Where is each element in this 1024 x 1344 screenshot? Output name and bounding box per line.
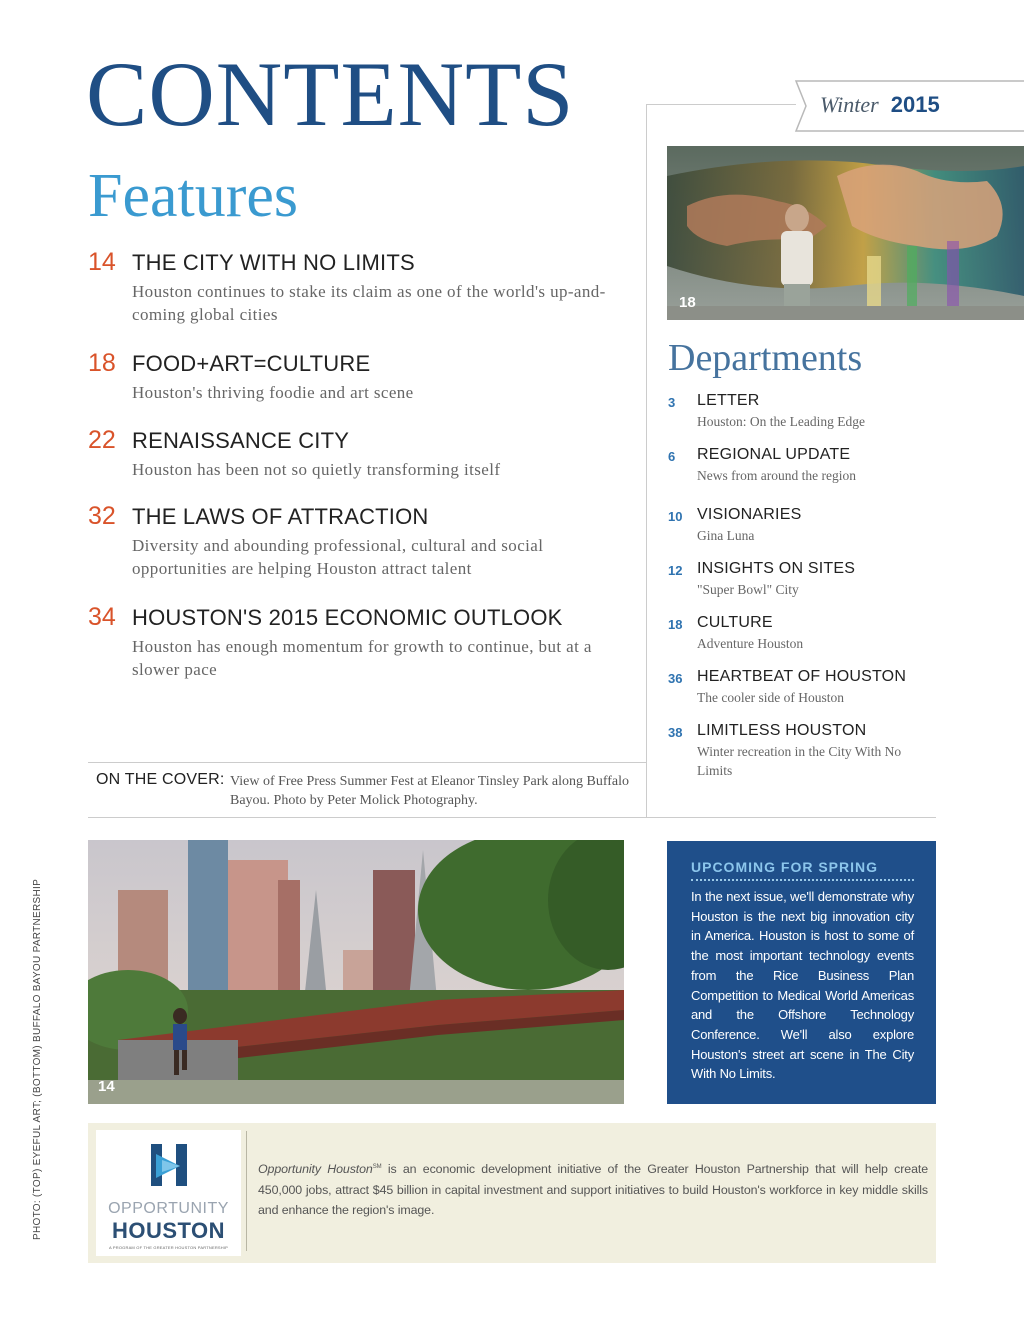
department-page-number: 38: [668, 725, 683, 740]
feature-title: FOOD+ART=CULTURE: [132, 351, 371, 376]
cover-caption: View of Free Press Summer Fest at Eleanor Tinsley Park along Buffalo Bayou. Photo by Peter Molick Photography.: [230, 774, 630, 808]
department-item[interactable]: [668, 722, 928, 782]
upcoming-title: UPCOMING FOR SPRING: [691, 859, 914, 881]
logo-mark-icon: [96, 1130, 241, 1196]
cover-label: ON THE COVER:: [96, 771, 225, 788]
feature-title: HOUSTON'S 2015 ECONOMIC OUTLOOK: [132, 605, 563, 630]
department-title: CULTURE: [697, 614, 773, 631]
feature-description: Houston continues to stake its claim as one of the world's up-and-coming global cities: [132, 282, 606, 324]
department-title: INSIGHTS ON SITES: [697, 560, 856, 577]
department-item[interactable]: [668, 560, 928, 602]
mural-photo-art: [667, 146, 1024, 320]
department-item[interactable]: [668, 446, 928, 488]
departments-heading: Departments: [668, 337, 863, 379]
footer-brand-mark: SM: [372, 1164, 382, 1170]
feature-description: Houston has been not so quietly transforming itself: [132, 460, 501, 479]
department-description: Winter recreation in the City With No Limits: [697, 744, 902, 778]
department-description: Adventure Houston: [697, 636, 804, 651]
department-item[interactable]: [668, 392, 928, 434]
feature-description: Houston's thriving foodie and art scene: [132, 383, 414, 402]
cover-divider: [88, 762, 646, 763]
issue-tab: [794, 80, 1024, 132]
department-page-number: 3: [668, 395, 676, 410]
department-description: Gina Luna: [697, 528, 755, 543]
department-description: The cooler side of Houston: [697, 690, 844, 705]
department-page-number: 12: [668, 563, 683, 578]
feature-title: THE LAWS OF ATTRACTION: [132, 504, 429, 529]
department-page-number: 36: [668, 671, 683, 686]
upcoming-box: [667, 841, 936, 1104]
department-title: LETTER: [697, 392, 760, 409]
department-title: HEARTBEAT OF HOUSTON: [697, 668, 907, 685]
feature-item[interactable]: [88, 428, 628, 488]
department-page-number: 6: [668, 449, 676, 464]
issue-date: [820, 92, 940, 118]
footer-banner: [88, 1123, 936, 1263]
opportunity-houston-logo: [96, 1130, 241, 1256]
logo-line-opportunity: OPPORTUNITY: [108, 1200, 229, 1217]
logo-line-houston: HOUSTON: [111, 1218, 226, 1243]
department-description: "Super Bowl" City: [697, 582, 799, 597]
department-page-number: 10: [668, 509, 683, 524]
footer-divider: [246, 1131, 247, 1251]
department-title: VISIONARIES: [697, 506, 802, 523]
department-item[interactable]: [668, 506, 928, 548]
feature-item[interactable]: [88, 504, 628, 584]
feature-description: Houston has enough momentum for growth to continue, but at a slower pace: [132, 637, 592, 679]
feature-page-number: 14: [88, 248, 116, 276]
department-description: News from around the region: [697, 468, 856, 483]
feature-title: THE CITY WITH NO LIMITS: [132, 250, 415, 275]
department-item[interactable]: [668, 668, 928, 710]
feature-page-number: 18: [88, 349, 116, 377]
department-page-number: 18: [668, 617, 683, 632]
department-title: LIMITLESS HOUSTON: [697, 722, 867, 739]
department-title: REGIONAL UPDATE: [697, 446, 851, 463]
feature-title: RENAISSANCE CITY: [132, 428, 350, 453]
mural-photo: [667, 146, 1024, 320]
contents-title: CONTENTS: [86, 43, 575, 145]
issue-year: 2015: [890, 92, 940, 117]
column-divider-top: [646, 104, 796, 105]
department-description: Houston: On the Leading Edge: [697, 414, 865, 429]
feature-item[interactable]: [88, 605, 628, 685]
section-divider: [88, 817, 936, 818]
column-divider: [646, 104, 647, 818]
issue-season: Winter: [820, 92, 879, 117]
department-item[interactable]: [668, 614, 928, 656]
mural-photo-page-label: 18: [679, 294, 696, 311]
logo-tagline: A PROGRAM OF THE GREATER HOUSTON PARTNERSHIP: [108, 1245, 229, 1250]
bayou-photo: [88, 840, 624, 1104]
upcoming-text: In the next issue, we'll demonstrate why Houston is the next big innovation city in America. Houston is host to some of the most important technology events from the Rice Business Plan Competition to Medical World Americas and the Offshore Technology Conference. We'll also explore Houston's street art scene in The City With No Limits.: [691, 889, 914, 1082]
bayou-photo-page-label: 14: [98, 1078, 115, 1095]
feature-item[interactable]: [88, 351, 628, 411]
feature-page-number: 34: [88, 603, 116, 631]
features-heading: Features: [88, 162, 299, 230]
feature-item[interactable]: [88, 250, 628, 330]
bayou-photo-art: [88, 840, 624, 1104]
feature-page-number: 32: [88, 502, 116, 530]
footer-text: [258, 1157, 928, 1221]
photo-credit: PHOTO: (TOP) EYEFUL ART; (BOTTOM) BUFFALO BAYOU PARTNERSHIP: [32, 878, 43, 1240]
footer-description: is an economic development initiative of the Greater Houston Partnership that will help create 450,000 jobs, attract $45 billion in capital investment and support initiatives to build Houston's workforce in key middle skills and enhance the region's image.: [258, 1162, 928, 1218]
feature-page-number: 22: [88, 426, 116, 454]
feature-description: Diversity and abounding professional, cultural and social opportunities are helping Houston attract talent: [132, 536, 544, 578]
footer-brand: Opportunity Houston: [258, 1162, 373, 1177]
